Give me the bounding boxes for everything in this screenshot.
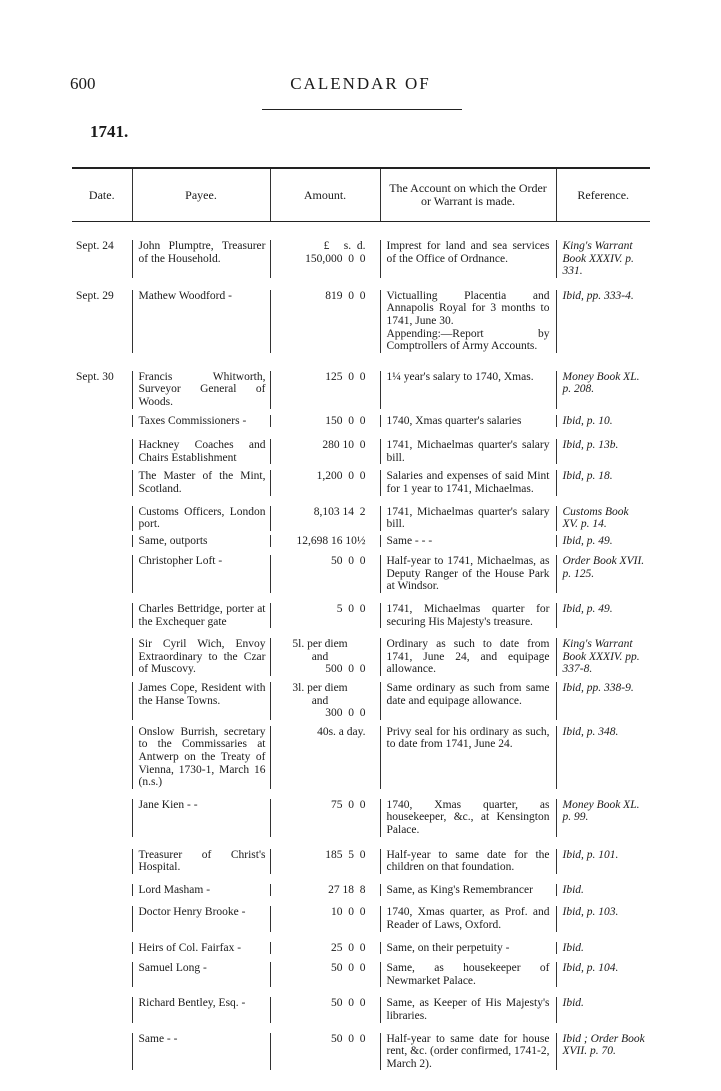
- account-cell: [380, 799, 556, 837]
- row-spacer-cell: [72, 874, 650, 884]
- header-row: [72, 168, 650, 222]
- amount-value: 50 0 0: [331, 1032, 366, 1045]
- running-head: CALENDAR OF: [290, 74, 431, 93]
- table-row: [72, 638, 650, 676]
- row-spacer: [72, 547, 650, 555]
- account-cell: [380, 906, 556, 931]
- amount-value: 150 0 0: [325, 414, 366, 427]
- payee-cell: Mathew Woodford -: [132, 290, 270, 353]
- account-cell: [380, 240, 556, 278]
- account-text: Ordinary as such to date from 1741, June 24, and equipage allowance.: [386, 638, 550, 676]
- reference-cell: King's Warrant Book XXXIV. pp. 337-8.: [556, 638, 650, 676]
- date-cell: [72, 997, 132, 1022]
- account-cell: [380, 726, 556, 789]
- amount-cell: [270, 942, 380, 955]
- amount-cell: [270, 884, 380, 897]
- amount-line: and: [311, 650, 329, 663]
- table-row: [72, 849, 650, 874]
- amount-line: 5l. per diem: [292, 638, 348, 651]
- table-row: [72, 415, 650, 428]
- row-spacer-cell: [72, 496, 650, 506]
- row-spacer: [72, 1023, 650, 1033]
- account-text: 1741, Michaelmas quarter's salary bill.: [386, 439, 550, 464]
- amount-cell: [270, 415, 380, 428]
- payee-cell: John Plumptre, Treasurer of the Household.: [132, 240, 270, 278]
- account-cell: [380, 470, 556, 495]
- table-row: [72, 962, 650, 987]
- row-spacer-cell: [72, 954, 650, 962]
- date-cell: [72, 415, 132, 428]
- account-text: 1¼ year's salary to 1740, Xmas.: [386, 370, 534, 383]
- date-cell: [72, 1033, 132, 1071]
- row-spacer: [72, 789, 650, 799]
- account-appending: Appending:—Report by Comptrollers of Army Accounts.: [386, 327, 550, 353]
- amount-value: 12,698 16 10½: [296, 534, 366, 547]
- date-cell: [72, 849, 132, 874]
- account-text: Same, as King's Remembrancer: [386, 883, 533, 896]
- amount-cell: [270, 535, 380, 548]
- amount-value: 125 0 0: [325, 370, 366, 383]
- table-row: [72, 535, 650, 548]
- reference-cell: Customs Book XV. p. 14.: [556, 506, 650, 531]
- account-text: Privy seal for his ordinary as such, to date from 1741, June 24.: [386, 725, 550, 751]
- date-cell: [72, 535, 132, 548]
- ledger-body: [72, 222, 650, 1071]
- account-text: Victualling Placentia and Annapolis Royal for 3 months to 1741, June 30.: [386, 289, 550, 327]
- account-text: Same ordinary as such from same date and equipage allowance.: [386, 682, 550, 707]
- row-spacer-cell: [72, 896, 650, 906]
- amount-value: 75 0 0: [331, 798, 366, 811]
- amount-cell: [270, 371, 380, 409]
- row-spacer: [72, 496, 650, 506]
- account-cell: [380, 884, 556, 897]
- amount-value: 280 10 0: [322, 439, 366, 452]
- year-heading: 1741.: [90, 122, 129, 141]
- header-account: The Account on which the Order or Warrant is made.: [380, 168, 556, 222]
- table-row: [72, 942, 650, 955]
- date-cell: [72, 884, 132, 897]
- amount-value: 185 5 0: [325, 848, 366, 861]
- row-spacer: [72, 427, 650, 439]
- page-number: 600: [70, 74, 96, 93]
- date-cell: [72, 682, 132, 720]
- row-spacer-cell: [72, 987, 650, 997]
- amount-cell: [270, 799, 380, 837]
- amount-cell: [270, 849, 380, 874]
- date-cell: [72, 799, 132, 837]
- account-text: Same, on their perpetuity -: [386, 941, 510, 954]
- table-row: [72, 439, 650, 464]
- payee-cell: Customs Officers, London port.: [132, 506, 270, 531]
- table-row: [72, 1033, 650, 1071]
- amount-value: 1,200 0 0: [316, 470, 366, 483]
- row-spacer-cell: [72, 353, 650, 371]
- account-cell: [380, 682, 556, 720]
- row-spacer: [72, 874, 650, 884]
- table-row: [72, 290, 650, 353]
- account-text: Same, as housekeeper of Newmarket Palace.: [386, 962, 550, 987]
- payee-cell: Onslow Burrish, secretary to the Commissaries at Antwerp on the Treaty of Vienna, 1730-1, March 16 (n.s.): [132, 726, 270, 789]
- row-spacer-cell: [72, 222, 650, 241]
- amount-value: 40s. a day.: [317, 725, 366, 738]
- reference-cell: Ibid.: [556, 997, 650, 1022]
- date-cell: Sept. 30: [76, 370, 114, 383]
- account-cell: [380, 290, 556, 353]
- payee-cell: Hackney Coaches and Chairs Establishment: [132, 439, 270, 464]
- reference-cell: Money Book XL. p. 208.: [556, 371, 650, 409]
- reference-cell: Money Book XL. p. 99.: [556, 799, 650, 837]
- reference-cell: Ibid, p. 348.: [556, 726, 650, 789]
- head-rule: [262, 109, 462, 110]
- payee-cell: Samuel Long -: [132, 962, 270, 987]
- account-text: 1741, Michaelmas quarter for securing His Majesty's treasure.: [386, 603, 550, 628]
- payee-cell: Treasurer of Christ's Hospital.: [132, 849, 270, 874]
- amount-cell: [270, 682, 380, 720]
- table-row: [72, 371, 650, 409]
- account-text: Same - - -: [386, 534, 433, 547]
- payee-cell: Jane Kien - -: [132, 799, 270, 837]
- account-text: Half-year to same date for the children on that foundation.: [386, 848, 550, 874]
- account-text: 1741, Michaelmas quarter's salary bill.: [386, 505, 550, 531]
- reference-cell: Ibid, p. 18.: [556, 470, 650, 495]
- date-cell: [72, 906, 132, 931]
- amount-cell: [270, 1033, 380, 1071]
- payee-cell: Same - -: [132, 1033, 270, 1071]
- amount-value: 50 0 0: [331, 555, 366, 568]
- amount-cell: [270, 906, 380, 931]
- date-cell: [72, 603, 132, 628]
- account-cell: [380, 415, 556, 428]
- row-spacer: [72, 353, 650, 371]
- account-cell: [380, 638, 556, 676]
- row-spacer-cell: [72, 278, 650, 290]
- date-cell: [72, 726, 132, 789]
- date-cell: [72, 555, 132, 593]
- payee-cell: Christopher Loft -: [132, 555, 270, 593]
- payee-cell: Lord Masham -: [132, 884, 270, 897]
- row-spacer: [72, 896, 650, 906]
- date-cell: [72, 506, 132, 531]
- amount-cell: [270, 726, 380, 789]
- date-cell: [72, 962, 132, 987]
- reference-cell: Ibid ; Order Book XVII. p. 70.: [556, 1033, 650, 1071]
- table-row: [72, 726, 650, 789]
- row-spacer: [72, 628, 650, 638]
- table-row: [72, 603, 650, 628]
- row-spacer-cell: [72, 628, 650, 638]
- row-spacer-cell: [72, 837, 650, 849]
- account-cell: [380, 506, 556, 531]
- account-cell: [380, 997, 556, 1022]
- currency-header: £ s. d.: [323, 240, 366, 252]
- payee-cell: Sir Cyril Wich, Envoy Extraordinary to the Czar of Muscovy.: [132, 638, 270, 676]
- date-cell: Sept. 24: [76, 240, 114, 252]
- reference-cell: Ibid, pp. 333-4.: [556, 290, 650, 353]
- amount-cell: [270, 470, 380, 495]
- reference-cell: Ibid, p. 49.: [556, 603, 650, 628]
- header-reference: Reference.: [556, 168, 650, 222]
- account-text: Half-year to same date for house rent, &c. (order confirmed, 1741-2, March 2).: [386, 1032, 550, 1070]
- amount-value: 27 18 8: [328, 883, 366, 896]
- amount-cell: [270, 290, 380, 353]
- ledger-table: [72, 167, 650, 1070]
- payee-cell: James Cope, Resident with the Hanse Towns.: [132, 682, 270, 720]
- table-row: [72, 906, 650, 931]
- payee-cell: Heirs of Col. Fairfax -: [132, 942, 270, 955]
- reference-cell: Ibid, p. 49.: [556, 535, 650, 548]
- header-date: Date.: [72, 168, 132, 222]
- date-cell: [72, 638, 132, 676]
- account-cell: [380, 962, 556, 987]
- amount-cell: [270, 603, 380, 628]
- reference-cell: Ibid, p. 101.: [556, 849, 650, 874]
- payee-cell: Richard Bentley, Esq. -: [132, 997, 270, 1022]
- row-spacer-cell: [72, 932, 650, 942]
- payee-cell: Charles Bettridge, porter at the Exchequer gate: [132, 603, 270, 628]
- row-spacer-cell: [72, 547, 650, 555]
- amount-value: 25 0 0: [331, 941, 366, 954]
- reference-cell: Ibid.: [556, 942, 650, 955]
- date-cell: Sept. 29: [76, 289, 114, 302]
- amount-line: 3l. per diem: [292, 682, 348, 695]
- payee-cell: Taxes Commissioners -: [132, 415, 270, 428]
- reference-cell: Ibid, p. 103.: [556, 906, 650, 931]
- account-cell: [380, 1033, 556, 1071]
- row-spacer-cell: [72, 1023, 650, 1033]
- table-row: [72, 884, 650, 897]
- amount-value: 8,103 14 2: [313, 505, 366, 518]
- row-spacer: [72, 278, 650, 290]
- row-spacer-cell: [72, 427, 650, 439]
- account-cell: [380, 603, 556, 628]
- account-text: Half-year to 1741, Michaelmas, as Deputy Ranger of the House Park at Windsor.: [386, 555, 550, 593]
- account-cell: [380, 555, 556, 593]
- row-spacer: [72, 932, 650, 942]
- header-payee: Payee.: [132, 168, 270, 222]
- amount-value: 819 0 0: [325, 289, 366, 302]
- amount-value: 5 0 0: [336, 603, 366, 616]
- account-cell: [380, 849, 556, 874]
- account-text: 1740, Xmas quarter, as housekeeper, &c., at Kensington Palace.: [386, 798, 550, 836]
- date-cell: [72, 439, 132, 464]
- account-cell: [380, 439, 556, 464]
- account-text: Salaries and expenses of said Mint for 1 year to 1741, Michaelmas.: [386, 470, 550, 495]
- date-cell: [72, 942, 132, 955]
- payee-cell: Francis Whitworth, Surveyor General of Woods.: [132, 371, 270, 409]
- account-cell: [380, 535, 556, 548]
- table-row: [72, 240, 650, 278]
- row-spacer: [72, 987, 650, 997]
- row-spacer-cell: [72, 593, 650, 603]
- amount-cell: [270, 997, 380, 1022]
- reference-cell: Ibid, p. 10.: [556, 415, 650, 428]
- row-spacer-cell: [72, 789, 650, 799]
- table-row: [72, 555, 650, 593]
- account-text: Imprest for land and sea services of the Office of Ordnance.: [386, 240, 550, 265]
- row-spacer: [72, 954, 650, 962]
- reference-cell: King's Warrant Book XXXIV. p. 331.: [556, 240, 650, 278]
- amount-line: 300 0 0: [325, 707, 366, 720]
- row-spacer: [72, 593, 650, 603]
- reference-cell: Ibid, p. 104.: [556, 962, 650, 987]
- amount-cell: [270, 962, 380, 987]
- reference-cell: Ibid.: [556, 884, 650, 897]
- amount-value: 10 0 0: [331, 906, 366, 919]
- reference-cell: Order Book XVII. p. 125.: [556, 555, 650, 593]
- table-row: [72, 682, 650, 720]
- date-cell: [72, 470, 132, 495]
- amount-value: 50 0 0: [331, 997, 366, 1010]
- amount-line: 500 0 0: [325, 663, 366, 676]
- amount-line: and: [311, 694, 329, 707]
- row-spacer: [72, 222, 650, 241]
- table-row: [72, 997, 650, 1022]
- amount-cell: [270, 506, 380, 531]
- table-row: [72, 470, 650, 495]
- table-row: [72, 506, 650, 531]
- amount-value: 150,000 0 0: [305, 252, 366, 265]
- header-amount: Amount.: [270, 168, 380, 222]
- account-text: Same, as Keeper of His Majesty's libraries.: [386, 997, 550, 1022]
- account-text: 1740, Xmas quarter's salaries: [386, 414, 522, 427]
- payee-cell: Doctor Henry Brooke -: [132, 906, 270, 931]
- account-text: 1740, Xmas quarter, as Prof. and Reader of Laws, Oxford.: [386, 906, 550, 931]
- payee-cell: The Master of the Mint, Scotland.: [132, 470, 270, 495]
- account-cell: [380, 942, 556, 955]
- amount-value: 50 0 0: [331, 962, 366, 975]
- amount-cell: [270, 439, 380, 464]
- table-row: [72, 799, 650, 837]
- amount-cell: [270, 240, 380, 278]
- payee-cell: Same, outports: [132, 535, 270, 548]
- account-cell: [380, 371, 556, 409]
- reference-cell: Ibid, pp. 338-9.: [556, 682, 650, 720]
- reference-cell: Ibid, p. 13b.: [556, 439, 650, 464]
- row-spacer: [72, 837, 650, 849]
- amount-cell: [270, 555, 380, 593]
- amount-cell: [270, 638, 380, 676]
